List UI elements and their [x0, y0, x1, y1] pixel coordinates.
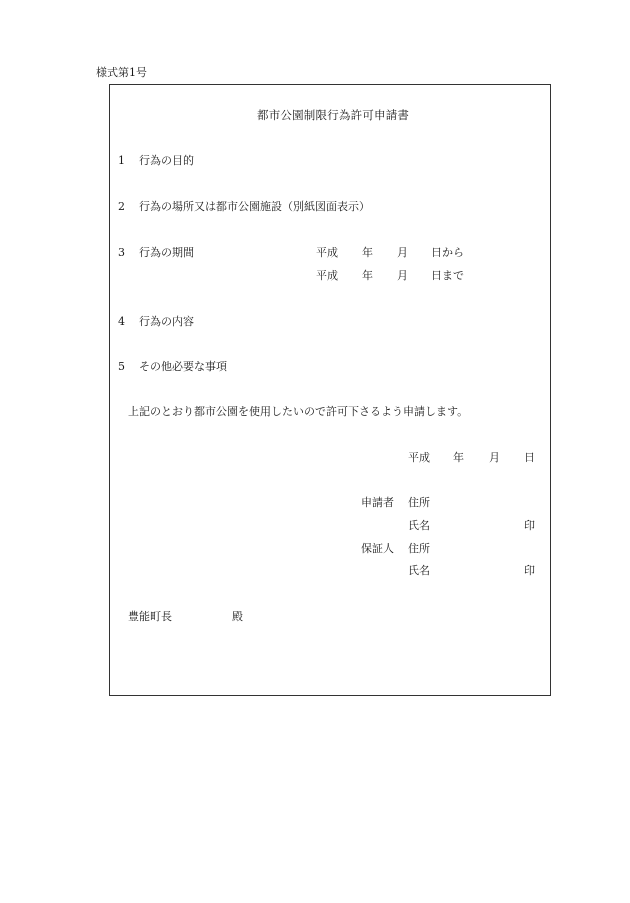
form-title: 都市公園制限行為許可申請書 [257, 108, 410, 122]
period-start-month: 月 [397, 246, 408, 259]
period-end-era: 平成 [316, 269, 338, 282]
item-4-label: 行為の内容 [139, 315, 194, 328]
item-1-number: 1 [118, 154, 125, 167]
guarantor-role: 保証人 [361, 542, 394, 555]
addressee-name: 豊能町長 [128, 610, 172, 623]
applicant-name-label: 氏名 [408, 519, 430, 532]
date-month: 月 [489, 451, 500, 464]
form-number: 様式第1号 [96, 66, 147, 79]
item-2-number: 2 [118, 200, 125, 213]
period-end-month: 月 [397, 269, 408, 282]
item-5-number: 5 [118, 360, 125, 373]
guarantor-seal: 印 [524, 564, 535, 577]
item-4-number: 4 [118, 315, 125, 328]
guarantor-name-label: 氏名 [408, 564, 430, 577]
form-frame [109, 84, 551, 696]
period-start-day: 日から [431, 246, 464, 259]
applicant-role: 申請者 [361, 496, 394, 509]
addressee-honorific: 殿 [232, 610, 243, 623]
date-day: 日 [524, 451, 535, 464]
applicant-address-label: 住所 [408, 496, 430, 509]
item-3-number: 3 [118, 246, 125, 259]
item-1-label: 行為の目的 [139, 154, 194, 167]
application-statement: 上記のとおり都市公園を使用したいので許可下さるよう申請します。 [128, 405, 469, 418]
period-end-year: 年 [362, 269, 373, 282]
guarantor-address-label: 住所 [408, 542, 430, 555]
item-2-label: 行為の場所又は都市公園施設（別紙図面表示） [139, 200, 370, 213]
item-3-label: 行為の期間 [139, 246, 194, 259]
applicant-seal: 印 [524, 519, 535, 532]
period-end-day: 日まで [431, 269, 464, 282]
period-start-era: 平成 [316, 246, 338, 259]
date-year: 年 [453, 451, 464, 464]
period-start-year: 年 [362, 246, 373, 259]
item-5-label: その他必要な事項 [139, 360, 227, 373]
date-era: 平成 [408, 451, 430, 464]
